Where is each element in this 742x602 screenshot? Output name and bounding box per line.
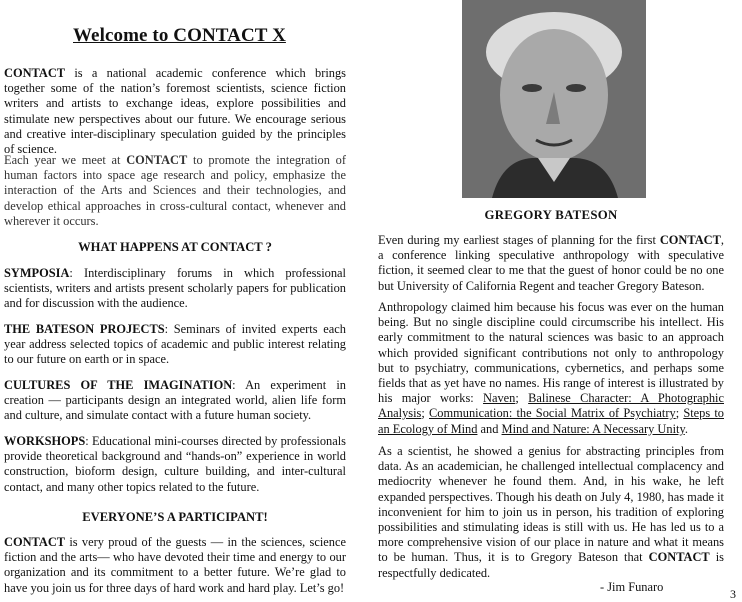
p3-lead: CONTACT xyxy=(648,550,710,565)
page-title: Welcome to CONTACT X xyxy=(73,25,286,46)
period: . xyxy=(684,421,688,436)
work-steps-to-ecology: Steps to an Ecology of Mind xyxy=(378,406,724,436)
p1-lead: CONTACT xyxy=(659,233,721,247)
closing-lead: CONTACT xyxy=(4,535,66,549)
bateson-paragraph-1 xyxy=(378,233,724,294)
intro1-lead: CONTACT xyxy=(4,66,66,80)
cultures-paragraph xyxy=(4,378,346,424)
bateson-projects-label: THE BATESON PROJECTS xyxy=(4,322,165,336)
bateson-paragraph-2 xyxy=(378,300,724,437)
bateson-projects-paragraph xyxy=(4,322,346,368)
bateson-paragraph-3 xyxy=(378,444,724,581)
section-heading-participant: EVERYONE’S A PARTICIPANT! xyxy=(82,510,268,524)
workshops-label: WORKSHOPS xyxy=(4,434,86,448)
workshops-text: : Educational mini-courses directed by professionals provide theoretical background and “hands-on” experience in world construction, bioform design, culture building, and inter-cultural contact, and many other topics related to the future. xyxy=(4,434,346,494)
section-heading-what-happens: WHAT HAPPENS AT CONTACT ? xyxy=(78,240,272,254)
intro-paragraph-2 xyxy=(4,153,346,229)
closing-text: is very proud of the guests — in the sciences, science fiction and the arts— who have devoted their time and energy to our organization and its commitment to a better future. We’re glad to have you join us for three days of hard work and hard play. Let’s go! xyxy=(4,535,346,595)
intro-paragraph-1 xyxy=(4,66,346,157)
intro1-text: is a national academic conference which brings together some of the nation’s foremost scientists, science fiction writers and artists to exchange ideas, explore possibilities and stimulate new perspectives about our future. We encourage serious and creative inter-disciplinary speculation guided by the principles of science. xyxy=(4,66,346,157)
portrait-photo xyxy=(462,0,646,198)
page-number: 3 xyxy=(730,587,736,601)
author-signature: - Jim Funaro xyxy=(600,580,664,594)
symposia-text: : Interdisciplinary forums in which professional scientists, writers and artists present scholarly papers for publication and for discussion with the audience. xyxy=(4,266,346,311)
separator: and xyxy=(477,421,502,436)
workshops-paragraph xyxy=(4,434,346,495)
symposia-label: SYMPOSIA xyxy=(4,266,70,280)
separator: ; xyxy=(421,406,430,421)
p1-pre: Even during my earliest stages of planning for the first xyxy=(378,233,660,247)
work-communication: Communication: the Social Matrix of Psychiatry xyxy=(429,406,676,421)
p3-rest: is respectfully dedicated. xyxy=(378,550,724,580)
cultures-label: CULTURES OF THE IMAGINATION xyxy=(4,378,233,392)
intro2-lead: CONTACT xyxy=(126,153,188,167)
intro2-text: to promote the integration of human factors into space age research and policy, emphasize the interaction of the Arts and Sciences and their technologies, and develop ethical approaches in cross-cultural contact, whenever and wherever it occurs. xyxy=(4,153,346,228)
closing-paragraph xyxy=(4,535,346,596)
work-balinese-character: Balinese Character: A Photographic Analysis xyxy=(378,391,724,421)
work-mind-and-nature: Mind and Nature: A Necessary Unity xyxy=(501,421,685,436)
honoree-name: GREGORY BATESON xyxy=(484,208,618,222)
p1-text: , a conference linking speculative anthropology with speculative fiction, it seemed clear to me that the guest of honor could be no one but University of California Regent and teacher Gregory Bateson. xyxy=(378,233,724,293)
work-naven: Naven xyxy=(483,391,516,406)
intro2-pre: Each year we meet at xyxy=(4,153,127,167)
separator: ; xyxy=(675,406,684,421)
cultures-text: : An experiment in creation — participants design an integrated world, alien life form and culture, and simulate contact with a future human society. xyxy=(4,378,346,423)
p2-text: Anthropology claimed him because his focus was ever on the human being. But no single discipline could circumscribe his intellect. His early commitment to the natural sciences was basic to an approach which provided significant contributions not only to anthropology but to psychiatry, communications, cybernetics, and perhaps some fields that as yet have no names. His range of interest is illustrated by his major works: xyxy=(378,300,724,406)
bateson-projects-text: : Seminars of invited experts each year address selected topics of academic and public interest relating to our future on earth or in space. xyxy=(4,322,346,367)
portrait-illustration xyxy=(462,0,646,198)
separator: ; xyxy=(515,391,529,406)
symposia-paragraph xyxy=(4,266,346,312)
p3-text: As a scientist, he showed a genius for abstracting principles from data. As an academician, he challenged intellectual complacency and mediocrity whenever he found them. And, in his wake, he left expanded perspectives. Though his death on July 4, 1980, has made it inconvenient for him to join us in person, his tradition of exploring possibilities and stimulating ideas is still with us. He has led us to a more comprehensive vision of our place in nature and what it means to be human. Thus, it is to Gregory Bateson that xyxy=(378,444,724,565)
